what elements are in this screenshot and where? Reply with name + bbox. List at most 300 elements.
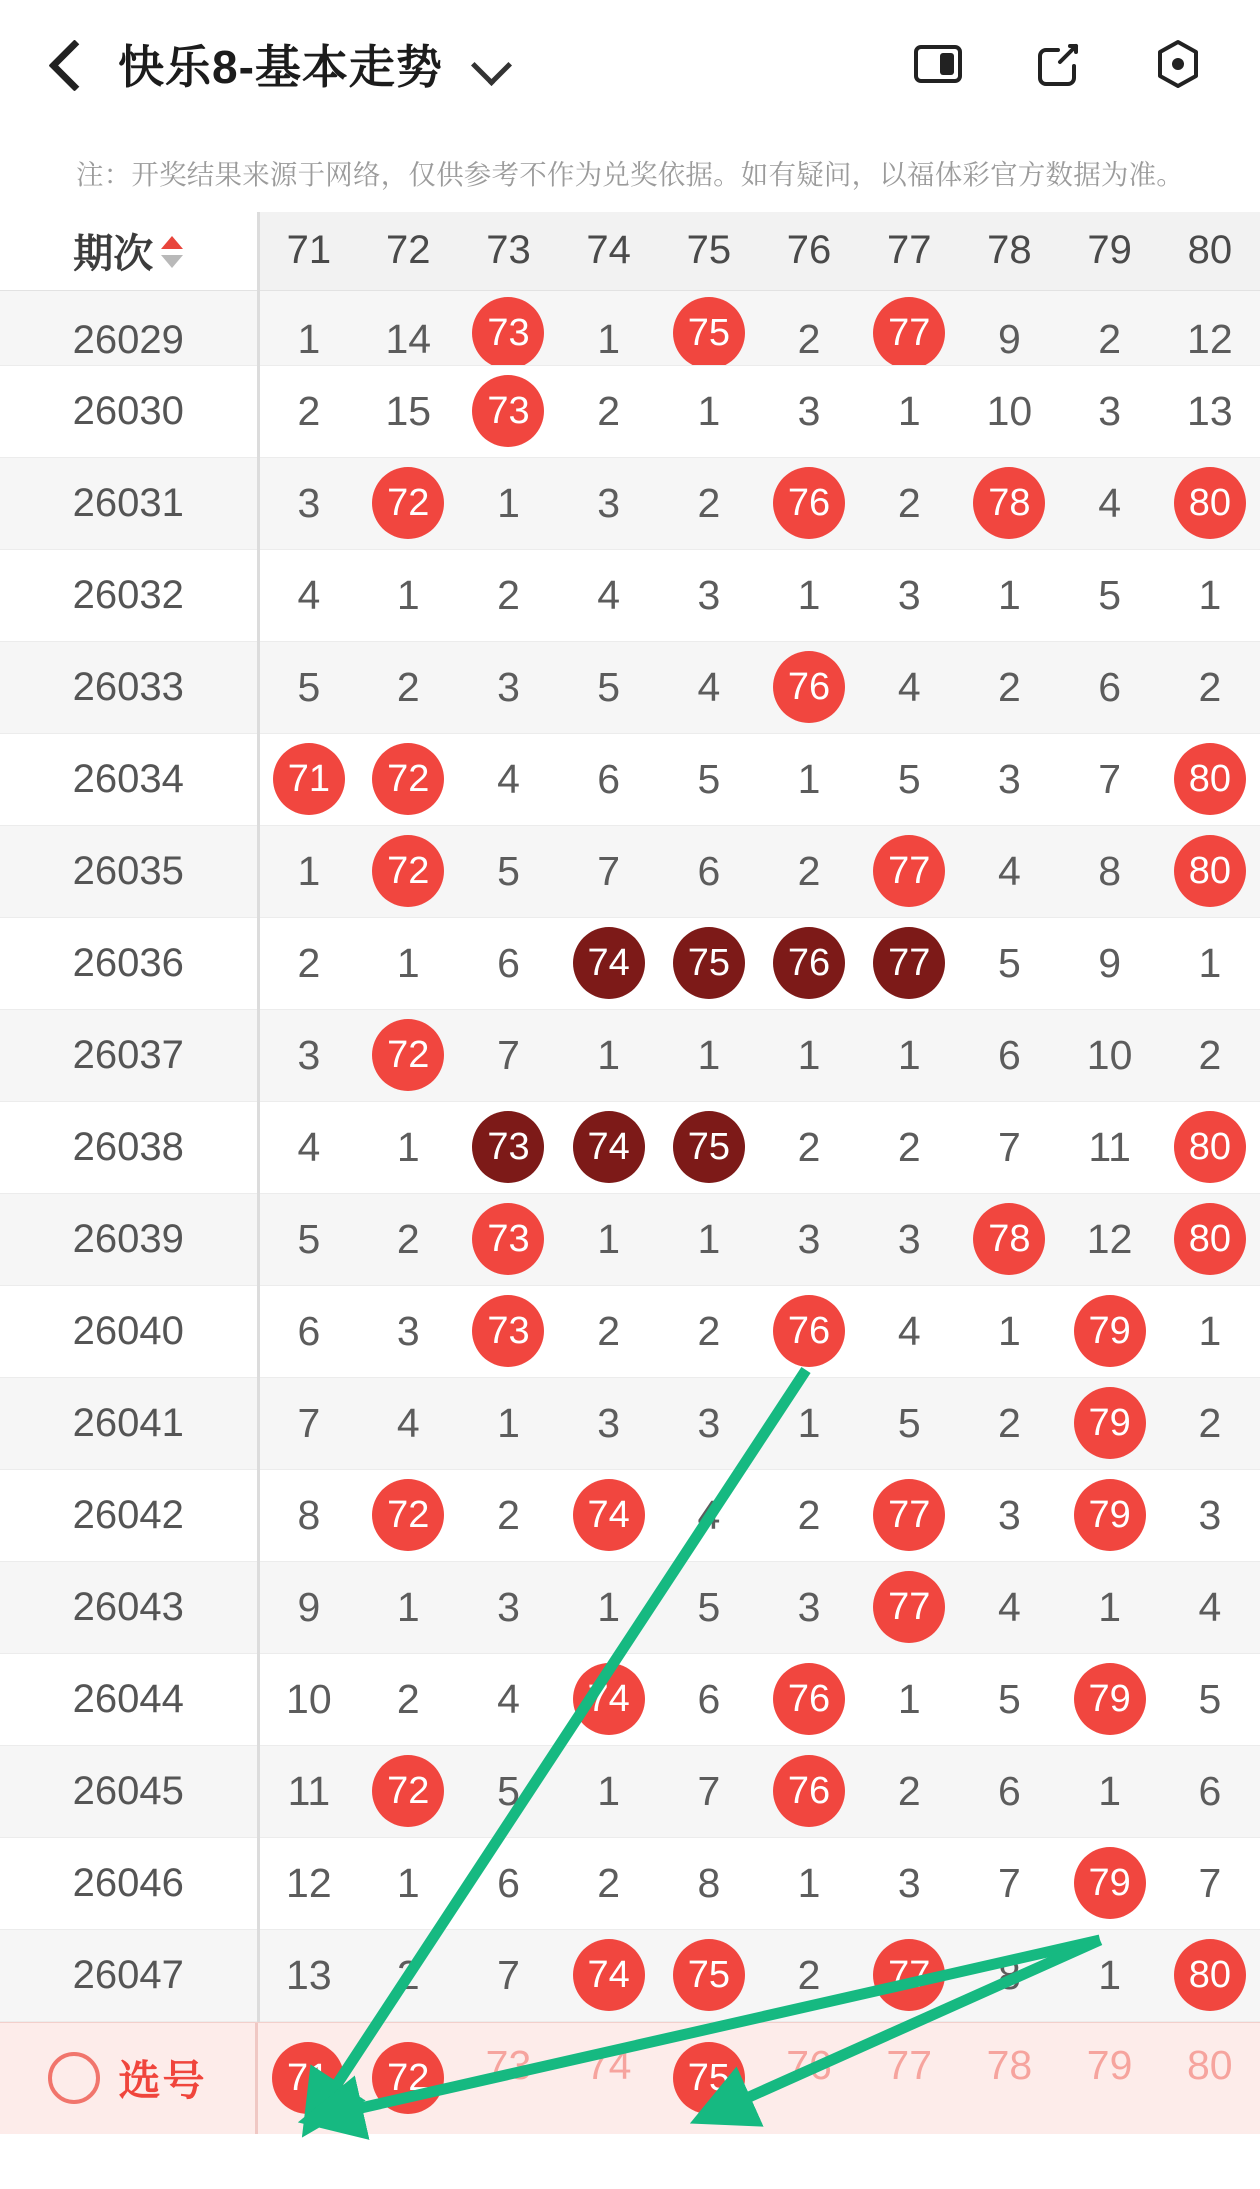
number-cell[interactable]: 1 xyxy=(559,290,659,365)
hit-ball: 80 xyxy=(1174,1203,1246,1275)
issue-cell: 26037 xyxy=(0,1009,258,1101)
number-cell[interactable]: 2 xyxy=(358,1193,458,1285)
number-cell[interactable]: 2 xyxy=(859,457,959,549)
hit-ball: 79 xyxy=(1074,1295,1146,1367)
table-header xyxy=(0,212,1260,290)
header-icon-group xyxy=(910,36,1206,92)
number-cell[interactable]: 4 xyxy=(659,1469,759,1561)
number-cell[interactable]: 3 xyxy=(258,1009,358,1101)
number-cell[interactable]: 1 xyxy=(859,1009,959,1101)
column-header-76[interactable]: 76 xyxy=(759,212,859,290)
number-cell[interactable]: 2 xyxy=(559,365,659,457)
issue-cell: 26046 xyxy=(0,1837,258,1929)
number-cell[interactable]: 4 xyxy=(1060,457,1160,549)
issue-header-label: 期次 xyxy=(73,232,154,277)
hit-ball: 72 xyxy=(372,743,444,815)
number-cell[interactable]: 7 xyxy=(559,825,659,917)
pick-number-cell[interactable]: 80 xyxy=(1186,2042,1233,2088)
number-cell[interactable] xyxy=(659,1929,759,2021)
hit-ball: 74 xyxy=(573,927,645,999)
number-cell[interactable]: 3 xyxy=(959,733,1059,825)
number-cell[interactable]: 5 xyxy=(959,917,1059,1009)
number-cell[interactable] xyxy=(759,917,859,1009)
number-cell[interactable] xyxy=(559,1653,659,1745)
number-cell[interactable]: 1 xyxy=(458,1377,558,1469)
hit-ball: 77 xyxy=(873,1571,945,1643)
chevron-down-icon[interactable] xyxy=(465,39,515,89)
number-cell[interactable]: 3 xyxy=(759,1193,859,1285)
number-cell[interactable]: 4 xyxy=(659,641,759,733)
hit-ball: 73 xyxy=(472,297,544,366)
page-title: 快乐8-基本走势 xyxy=(118,41,443,93)
number-cell[interactable] xyxy=(759,457,859,549)
hit-ball: 76 xyxy=(773,927,845,999)
number-cell[interactable]: 5 xyxy=(458,825,558,917)
hit-ball: 79 xyxy=(1074,1663,1146,1735)
table-row[interactable] xyxy=(0,1561,1260,1653)
number-cell[interactable]: 1 xyxy=(358,1101,458,1193)
number-cell[interactable]: 3 xyxy=(559,1377,659,1469)
number-cell[interactable]: 5 xyxy=(559,641,659,733)
column-header-75[interactable]: 75 xyxy=(659,212,759,290)
number-cell[interactable]: 1 xyxy=(358,549,458,641)
number-cell[interactable] xyxy=(759,1285,859,1377)
number-cell[interactable]: 2 xyxy=(759,1101,859,1193)
number-cell[interactable]: 1 xyxy=(759,1009,859,1101)
issue-cell: 26035 xyxy=(0,825,258,917)
number-cell[interactable]: 3 xyxy=(458,1561,558,1653)
number-cell[interactable]: 2 xyxy=(759,1469,859,1561)
number-cell[interactable]: 1 xyxy=(859,365,959,457)
number-cell[interactable]: 2 xyxy=(258,917,358,1009)
number-cell[interactable]: 1 xyxy=(759,549,859,641)
number-cell[interactable]: 9 xyxy=(959,290,1059,365)
number-cell[interactable] xyxy=(358,825,458,917)
table-row[interactable] xyxy=(0,1745,1260,1837)
number-cell[interactable]: 4 xyxy=(258,549,358,641)
issue-cell: 26034 xyxy=(0,733,258,825)
number-cell[interactable]: 8 xyxy=(659,1837,759,1929)
column-header-78[interactable]: 78 xyxy=(959,212,1059,290)
layout-toggle-icon[interactable] xyxy=(910,36,966,92)
number-cell[interactable]: 6 xyxy=(458,1837,558,1929)
number-cell[interactable]: 4 xyxy=(358,1377,458,1469)
number-cell[interactable]: 4 xyxy=(458,1653,558,1745)
number-cell[interactable] xyxy=(959,1193,1059,1285)
number-cell[interactable] xyxy=(759,1745,859,1837)
number-cell[interactable]: 4 xyxy=(859,641,959,733)
selected-ball: 75 xyxy=(673,2042,745,2114)
number-cell[interactable] xyxy=(959,457,1059,549)
hit-ball: 78 xyxy=(973,1203,1045,1275)
selected-ball: 72 xyxy=(372,2042,444,2114)
number-cell[interactable]: 1 xyxy=(1060,1929,1160,2021)
number-cell[interactable]: 15 xyxy=(358,365,458,457)
number-cell[interactable]: 7 xyxy=(959,1101,1059,1193)
column-header-80[interactable]: 80 xyxy=(1160,212,1260,290)
number-cell[interactable]: 7 xyxy=(659,1745,759,1837)
number-cell[interactable]: 5 xyxy=(258,1193,358,1285)
number-cell[interactable]: 5 xyxy=(959,1653,1059,1745)
number-cell[interactable]: 10 xyxy=(959,365,1059,457)
trend-table-container[interactable] xyxy=(0,212,1260,2022)
number-cell[interactable]: 5 xyxy=(458,1745,558,1837)
issue-cell: 26036 xyxy=(0,917,258,1009)
number-cell[interactable]: 6 xyxy=(959,1745,1059,1837)
hit-ball: 72 xyxy=(372,1019,444,1091)
number-cell[interactable]: 8 xyxy=(959,1929,1059,2021)
number-cell[interactable]: 2 xyxy=(559,1837,659,1929)
number-cell[interactable]: 1 xyxy=(959,549,1059,641)
number-cell[interactable] xyxy=(1060,1377,1160,1469)
issue-cell: 26045 xyxy=(0,1745,258,1837)
number-cell[interactable]: 4 xyxy=(959,825,1059,917)
number-cell[interactable]: 3 xyxy=(759,1561,859,1653)
hit-ball: 78 xyxy=(973,467,1045,539)
hit-ball: 77 xyxy=(873,927,945,999)
number-cell[interactable] xyxy=(859,917,959,1009)
hit-ball: 72 xyxy=(372,467,444,539)
number-cell[interactable]: 12 xyxy=(1160,290,1260,365)
number-cell[interactable]: 7 xyxy=(458,1929,558,2021)
pick-number-cell[interactable]: 76 xyxy=(786,2042,832,2088)
table-row[interactable] xyxy=(0,1837,1260,1929)
number-cell[interactable] xyxy=(1060,1469,1160,1561)
number-cell[interactable]: 2 xyxy=(1160,641,1260,733)
number-cell[interactable]: 2 xyxy=(659,1285,759,1377)
number-cell[interactable] xyxy=(358,733,458,825)
number-cell[interactable]: 3 xyxy=(458,641,558,733)
hit-ball: 80 xyxy=(1174,835,1246,907)
number-cell[interactable]: 5 xyxy=(659,1561,759,1653)
number-cell[interactable]: 2 xyxy=(458,1469,558,1561)
number-cell[interactable] xyxy=(1160,733,1260,825)
number-cell[interactable]: 4 xyxy=(458,733,558,825)
number-cell[interactable] xyxy=(458,1285,558,1377)
column-header-73[interactable]: 73 xyxy=(458,212,558,290)
number-cell[interactable]: 7 xyxy=(1060,733,1160,825)
number-cell[interactable] xyxy=(358,1469,458,1561)
number-cell[interactable] xyxy=(458,1101,558,1193)
number-cell[interactable]: 2 xyxy=(258,365,358,457)
issue-cell: 26030 xyxy=(0,365,258,457)
number-cell[interactable]: 2 xyxy=(859,1101,959,1193)
number-cell[interactable] xyxy=(358,457,458,549)
hit-ball: 80 xyxy=(1174,1111,1246,1183)
sort-toggle-icon[interactable] xyxy=(161,233,183,273)
hit-ball: 77 xyxy=(873,1939,945,2011)
number-cell[interactable]: 8 xyxy=(258,1469,358,1561)
pick-number-cell[interactable]: 79 xyxy=(1086,2042,1133,2088)
pick-number-cell[interactable] xyxy=(258,2042,358,2114)
pick-number-row[interactable] xyxy=(0,2022,1260,2134)
number-cell[interactable]: 14 xyxy=(358,290,458,365)
issue-cell: 26041 xyxy=(0,1377,258,1469)
number-cell[interactable]: 2 xyxy=(1060,290,1160,365)
number-cell[interactable] xyxy=(559,1469,659,1561)
number-cell[interactable] xyxy=(1060,1653,1160,1745)
number-cell[interactable] xyxy=(1060,1837,1160,1929)
hit-ball: 75 xyxy=(673,297,745,366)
number-cell[interactable]: 2 xyxy=(1160,1009,1260,1101)
number-cell[interactable]: 2 xyxy=(959,1377,1059,1469)
trend-table xyxy=(0,212,1260,2022)
app-header xyxy=(0,0,1260,128)
table-row[interactable] xyxy=(0,1653,1260,1745)
disclaimer-note: 注：开奖结果来源于网络，仅供参考不作为兑奖依据。如有疑问，以福体彩官方数据为准。 xyxy=(76,159,1184,190)
number-cell[interactable] xyxy=(859,825,959,917)
number-cell[interactable]: 1 xyxy=(1160,1285,1260,1377)
column-header-79[interactable]: 79 xyxy=(1060,212,1160,290)
hit-ball: 71 xyxy=(273,743,345,815)
table-row[interactable] xyxy=(0,1929,1260,2021)
hit-ball: 74 xyxy=(573,1663,645,1735)
issue-cell: 26038 xyxy=(0,1101,258,1193)
number-cell[interactable]: 3 xyxy=(358,1285,458,1377)
number-cell[interactable]: 1 xyxy=(659,1193,759,1285)
number-cell[interactable] xyxy=(1060,1285,1160,1377)
number-cell[interactable]: 7 xyxy=(458,1009,558,1101)
number-cell[interactable]: 2 xyxy=(759,290,859,365)
number-cell[interactable]: 3 xyxy=(859,549,959,641)
hit-ball: 77 xyxy=(873,835,945,907)
number-cell[interactable]: 3 xyxy=(258,457,358,549)
number-cell[interactable]: 1 xyxy=(559,1745,659,1837)
number-cell[interactable]: 2 xyxy=(358,1929,458,2021)
number-cell[interactable] xyxy=(258,733,358,825)
number-cell[interactable]: 10 xyxy=(258,1653,358,1745)
number-cell[interactable]: 4 xyxy=(859,1285,959,1377)
issue-cell: 26029 xyxy=(0,290,258,365)
hit-ball: 72 xyxy=(372,1479,444,1551)
number-cell[interactable] xyxy=(559,1929,659,2021)
table-row[interactable] xyxy=(0,457,1260,549)
number-cell[interactable]: 1 xyxy=(759,1377,859,1469)
number-cell[interactable]: 5 xyxy=(859,1377,959,1469)
number-cell[interactable]: 1 xyxy=(458,457,558,549)
number-cell[interactable] xyxy=(559,917,659,1009)
number-cell[interactable] xyxy=(458,290,558,365)
issue-cell: 26033 xyxy=(0,641,258,733)
number-cell[interactable]: 9 xyxy=(1060,917,1160,1009)
number-cell[interactable]: 7 xyxy=(959,1837,1059,1929)
number-cell[interactable]: 1 xyxy=(759,733,859,825)
number-cell[interactable]: 2 xyxy=(358,1653,458,1745)
table-row[interactable] xyxy=(0,290,1260,365)
number-cell[interactable]: 2 xyxy=(1160,1377,1260,1469)
number-cell[interactable]: 2 xyxy=(659,457,759,549)
hit-ball: 74 xyxy=(573,1939,645,2011)
number-cell[interactable]: 13 xyxy=(1160,365,1260,457)
pick-number-cell[interactable]: 78 xyxy=(986,2042,1033,2088)
number-cell[interactable]: 1 xyxy=(1060,1745,1160,1837)
number-cell[interactable]: 6 xyxy=(258,1285,358,1377)
table-row[interactable] xyxy=(0,1469,1260,1561)
number-cell[interactable]: 12 xyxy=(1060,1193,1160,1285)
table-row[interactable] xyxy=(0,641,1260,733)
number-cell[interactable]: 2 xyxy=(559,1285,659,1377)
number-cell[interactable]: 2 xyxy=(759,1929,859,2021)
number-cell[interactable]: 1 xyxy=(358,917,458,1009)
number-cell[interactable]: 3 xyxy=(859,1837,959,1929)
table-row[interactable] xyxy=(0,1285,1260,1377)
number-cell[interactable]: 6 xyxy=(1160,1745,1260,1837)
number-cell[interactable]: 1 xyxy=(358,1837,458,1929)
hit-ball: 74 xyxy=(573,1479,645,1551)
issue-cell: 26042 xyxy=(0,1469,258,1561)
number-cell[interactable]: 2 xyxy=(959,641,1059,733)
number-cell[interactable] xyxy=(358,1009,458,1101)
table-row[interactable] xyxy=(0,1101,1260,1193)
number-cell[interactable]: 3 xyxy=(859,1193,959,1285)
number-cell[interactable]: 3 xyxy=(1160,1469,1260,1561)
number-cell[interactable] xyxy=(659,917,759,1009)
number-cell[interactable]: 2 xyxy=(859,1745,959,1837)
number-cell[interactable] xyxy=(1160,1193,1260,1285)
table-row[interactable] xyxy=(0,549,1260,641)
number-cell[interactable]: 3 xyxy=(759,365,859,457)
hit-ball: 72 xyxy=(372,835,444,907)
number-cell[interactable]: 11 xyxy=(1060,1101,1160,1193)
number-cell[interactable] xyxy=(458,365,558,457)
table-row[interactable] xyxy=(0,733,1260,825)
number-cell[interactable]: 1 xyxy=(358,1561,458,1653)
number-cell[interactable]: 9 xyxy=(258,1561,358,1653)
number-cell[interactable]: 5 xyxy=(859,733,959,825)
number-cell[interactable] xyxy=(759,641,859,733)
number-cell[interactable]: 1 xyxy=(959,1285,1059,1377)
table-row[interactable] xyxy=(0,365,1260,457)
number-cell[interactable]: 10 xyxy=(1060,1009,1160,1101)
number-cell[interactable] xyxy=(559,1101,659,1193)
number-cell[interactable]: 6 xyxy=(1060,641,1160,733)
number-cell[interactable]: 1 xyxy=(559,1193,659,1285)
number-cell[interactable]: 6 xyxy=(559,733,659,825)
pick-label-group[interactable] xyxy=(0,2023,258,2134)
number-cell[interactable]: 3 xyxy=(1060,365,1160,457)
number-cell[interactable]: 4 xyxy=(1160,1561,1260,1653)
number-cell[interactable] xyxy=(759,1653,859,1745)
number-cell[interactable] xyxy=(1160,1929,1260,2021)
number-cell[interactable]: 1 xyxy=(559,1561,659,1653)
number-cell[interactable]: 5 xyxy=(1060,549,1160,641)
number-cell[interactable]: 4 xyxy=(258,1101,358,1193)
pick-number-cell[interactable]: 77 xyxy=(886,2042,933,2088)
pick-number-cell[interactable] xyxy=(659,2042,759,2114)
pick-number-list xyxy=(258,2042,1260,2114)
number-cell[interactable] xyxy=(358,1745,458,1837)
column-header-72[interactable]: 72 xyxy=(358,212,458,290)
column-header-77[interactable]: 77 xyxy=(859,212,959,290)
back-chevron-icon[interactable] xyxy=(46,37,92,91)
issue-cell: 26039 xyxy=(0,1193,258,1285)
number-cell[interactable] xyxy=(859,1561,959,1653)
number-cell[interactable]: 12 xyxy=(258,1837,358,1929)
hit-ball: 79 xyxy=(1074,1847,1146,1919)
number-cell[interactable]: 1 xyxy=(1060,1561,1160,1653)
number-cell[interactable] xyxy=(458,1193,558,1285)
pick-number-cell[interactable]: 73 xyxy=(485,2042,532,2088)
number-cell[interactable]: 1 xyxy=(659,1009,759,1101)
number-cell[interactable]: 1 xyxy=(859,1653,959,1745)
number-cell[interactable]: 6 xyxy=(959,1009,1059,1101)
number-cell[interactable]: 7 xyxy=(1160,1837,1260,1929)
table-body xyxy=(0,290,1260,2021)
hit-ball: 76 xyxy=(773,651,845,723)
table-row[interactable] xyxy=(0,1377,1260,1469)
number-cell[interactable]: 3 xyxy=(659,1377,759,1469)
number-cell[interactable]: 2 xyxy=(759,825,859,917)
number-cell[interactable]: 2 xyxy=(458,549,558,641)
number-cell[interactable]: 3 xyxy=(959,1469,1059,1561)
number-cell[interactable]: 11 xyxy=(258,1745,358,1837)
column-header-71[interactable]: 71 xyxy=(258,212,358,290)
settings-target-icon[interactable] xyxy=(1150,36,1206,92)
issue-cell: 26031 xyxy=(0,457,258,549)
number-cell[interactable] xyxy=(659,1101,759,1193)
number-cell[interactable]: 5 xyxy=(659,733,759,825)
number-cell[interactable]: 5 xyxy=(258,641,358,733)
number-cell[interactable] xyxy=(1160,457,1260,549)
number-cell[interactable]: 1 xyxy=(1160,917,1260,1009)
number-cell[interactable] xyxy=(1160,825,1260,917)
table-row[interactable] xyxy=(0,1193,1260,1285)
pick-number-cell[interactable]: 74 xyxy=(585,2042,632,2088)
share-icon[interactable] xyxy=(1030,36,1086,92)
table-row[interactable] xyxy=(0,1009,1260,1101)
number-cell[interactable]: 4 xyxy=(559,549,659,641)
number-cell[interactable] xyxy=(859,1469,959,1561)
pick-number-cell[interactable] xyxy=(358,2042,458,2114)
number-cell[interactable] xyxy=(859,290,959,365)
number-cell[interactable]: 1 xyxy=(258,825,358,917)
number-cell[interactable] xyxy=(659,290,759,365)
number-cell[interactable]: 6 xyxy=(659,825,759,917)
hit-ball: 79 xyxy=(1074,1479,1146,1551)
table-row[interactable] xyxy=(0,825,1260,917)
number-cell[interactable]: 4 xyxy=(959,1561,1059,1653)
number-cell[interactable]: 1 xyxy=(759,1837,859,1929)
empty-circle-icon[interactable] xyxy=(48,2052,100,2104)
hit-ball: 73 xyxy=(472,1295,544,1367)
number-cell[interactable]: 8 xyxy=(1060,825,1160,917)
issue-column-header[interactable] xyxy=(0,212,258,290)
number-cell[interactable]: 3 xyxy=(659,549,759,641)
hit-ball: 73 xyxy=(472,1203,544,1275)
number-cell[interactable]: 1 xyxy=(659,365,759,457)
number-cell[interactable] xyxy=(859,1929,959,2021)
hit-ball: 77 xyxy=(873,1479,945,1551)
number-cell[interactable]: 6 xyxy=(659,1653,759,1745)
number-cell[interactable]: 13 xyxy=(258,1929,358,2021)
hit-ball: 72 xyxy=(372,1755,444,1827)
hit-ball: 77 xyxy=(873,297,945,366)
pick-label: 选号 xyxy=(118,2057,207,2104)
number-cell[interactable]: 6 xyxy=(458,917,558,1009)
number-cell[interactable]: 1 xyxy=(258,290,358,365)
number-cell[interactable]: 3 xyxy=(559,457,659,549)
number-cell[interactable]: 5 xyxy=(1160,1653,1260,1745)
number-cell[interactable]: 7 xyxy=(258,1377,358,1469)
table-row[interactable] xyxy=(0,917,1260,1009)
number-cell[interactable]: 1 xyxy=(559,1009,659,1101)
column-header-74[interactable]: 74 xyxy=(559,212,659,290)
number-cell[interactable]: 2 xyxy=(358,641,458,733)
hit-ball: 76 xyxy=(773,1755,845,1827)
issue-cell: 26047 xyxy=(0,1929,258,2021)
number-cell[interactable]: 1 xyxy=(1160,549,1260,641)
number-cell[interactable] xyxy=(1160,1101,1260,1193)
